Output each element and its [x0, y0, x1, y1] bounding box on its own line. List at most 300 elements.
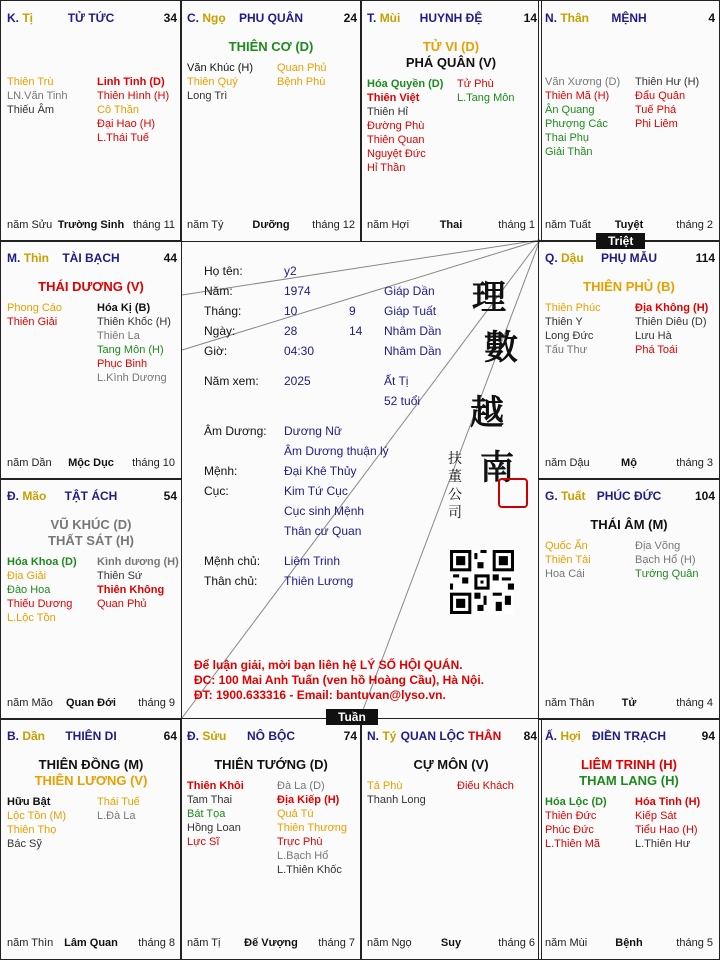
minor-star: Hỉ Thần: [367, 162, 406, 174]
palace-footer: [1, 697, 181, 711]
minor-stars-right: [277, 61, 327, 89]
minor-star: Thiên Đức: [545, 810, 597, 822]
palace-month: tháng 7: [318, 937, 355, 949]
palace-name: [539, 11, 719, 25]
palace-footer: [361, 219, 541, 233]
main-star: THÁI DƯƠNG (V): [38, 279, 144, 294]
logo-small-3: 公: [448, 487, 462, 503]
info-cuc3: [284, 524, 444, 540]
amduong-value: Dương Nữ: [284, 424, 342, 438]
palace-header: [181, 729, 361, 747]
minor-star: Long Đức: [545, 330, 594, 342]
minor-star: Nguyệt Đức: [367, 148, 426, 160]
minor-star: Bác Sỹ: [7, 838, 42, 850]
logo-char-3: 越: [470, 393, 504, 433]
main-stars: [539, 279, 719, 295]
menhchu-label: Mệnh chủ:: [204, 554, 261, 568]
month-lunar: 9: [349, 304, 356, 318]
view-year-label: Năm xem:: [204, 374, 259, 388]
minor-star: Bạch Hổ (H): [635, 554, 696, 566]
palace-month: tháng 1: [498, 219, 535, 231]
info-cuc2: [284, 504, 444, 520]
info-amduong2: [284, 444, 444, 460]
main-star: PHÁ QUÂN (V): [405, 55, 497, 70]
palace-footer: [539, 219, 719, 233]
palace-age: 24: [343, 11, 357, 25]
info-hour: [204, 344, 504, 360]
main-star: THIÊN LƯƠNG (V): [34, 773, 148, 788]
palace-footer: [181, 219, 361, 233]
minor-star: Thiên Mã (H): [545, 90, 610, 102]
main-star: THAM LANG (H): [579, 773, 679, 788]
month-value: 10: [284, 304, 298, 318]
minor-star: L.Thiên Hư: [635, 838, 691, 850]
palace-name: [361, 11, 541, 25]
day-lunar: 14: [349, 324, 363, 338]
menhchu-value: Liêm Trinh: [284, 554, 341, 568]
main-star: TỬ VI (D): [422, 39, 480, 54]
minor-star: Thiên Thương: [277, 822, 348, 834]
palace-stage: Đế Vượng: [244, 937, 298, 949]
info-day: [204, 324, 504, 340]
minor-star: Tướng Quân: [635, 568, 699, 580]
branch-prefix: Q.: [545, 251, 558, 265]
palace-year: năm Dậu: [545, 457, 590, 469]
palace-title: QUAN LỘC: [400, 729, 465, 743]
palace-month: tháng 3: [676, 457, 713, 469]
palace-ty[interactable]: [360, 718, 542, 960]
minor-star: Phượng Các: [545, 118, 608, 130]
palace-dan[interactable]: [0, 718, 182, 960]
seal-stamp: [498, 478, 528, 508]
amduong-value2: Âm Dương thuận lý: [284, 444, 389, 458]
palace-header: [539, 11, 719, 29]
name-value: y2: [284, 264, 297, 278]
palace-name: [1, 489, 181, 503]
branch-prefix: T.: [367, 11, 377, 25]
palace-year: năm Mão: [7, 697, 53, 709]
palace-month: tháng 5: [676, 937, 713, 949]
minor-star: Thiên Hình (H): [97, 90, 170, 102]
palace-name: [539, 729, 719, 743]
palace-month: tháng 6: [498, 937, 535, 949]
palace-hoi[interactable]: [538, 718, 720, 960]
palace-footer: [361, 937, 541, 951]
minor-star: Địa Kiếp (H): [277, 794, 340, 806]
minor-star: Bệnh Phù: [277, 76, 326, 88]
branch-prefix: Ấ.: [545, 729, 557, 743]
palace-month: tháng 4: [676, 697, 713, 709]
palace-stage: Quan Đới: [66, 697, 116, 709]
minor-star: Thiên Y: [545, 316, 583, 328]
minor-star: Hóa Lộc (D): [545, 796, 607, 808]
palace-year: năm Thân: [545, 697, 595, 709]
minor-star: Phi Liêm: [635, 118, 678, 130]
palace-dau[interactable]: [538, 240, 720, 480]
palace-month: tháng 10: [132, 457, 175, 469]
palace-than[interactable]: [538, 0, 720, 242]
minor-star: Thai Phụ: [545, 132, 590, 144]
minor-star: Phá Toái: [635, 344, 678, 356]
main-stars: [539, 517, 719, 533]
minor-star: Tam Thai: [187, 794, 233, 806]
cuc-value: Kim Tứ Cục: [284, 484, 348, 498]
palace-age: 14: [523, 11, 537, 25]
day-label: Ngày:: [204, 324, 236, 338]
palace-stage: Mộc Dục: [68, 457, 114, 469]
palace-title: TỬ TỨC: [67, 11, 115, 25]
palace-header: [361, 729, 541, 747]
branch-name: Tị: [22, 11, 34, 25]
minor-star: Thiên Khôi: [187, 780, 244, 792]
info-amduong: [204, 424, 444, 440]
minor-star: Hóa Kị (B): [97, 302, 151, 314]
minor-star: Linh Tinh (D): [97, 76, 165, 88]
minor-stars-right: [635, 539, 699, 581]
palace-suu[interactable]: [180, 718, 362, 960]
minor-star: Thiên Việt: [367, 92, 420, 104]
info-age: [384, 394, 464, 410]
minor-star: Hóa Tinh (H): [635, 796, 701, 808]
minor-star: Ân Quang: [545, 104, 595, 116]
minor-star: Thiên Sứ: [97, 570, 143, 582]
palace-header: [539, 729, 719, 747]
contact-line-3[interactable]: ĐT: 1900.633316 - Email: bantuvan@lyso.vn.: [194, 688, 446, 702]
minor-star: Điếu Khách: [457, 780, 514, 792]
palace-year: năm Tị: [187, 937, 221, 949]
main-star: VŨ KHÚC (D): [50, 517, 132, 532]
cuc-value2: Cục sinh Mệnh: [284, 504, 365, 518]
main-stars: [181, 39, 361, 55]
minor-star: L.Thái Tuế: [97, 132, 149, 144]
palace-title: PHÚC ĐỨC: [596, 489, 662, 503]
palace-age: 114: [695, 251, 715, 265]
minor-star: Đường Phù: [367, 120, 425, 132]
thanchu-label: Thân chủ:: [204, 574, 258, 588]
palace-title: MỆNH: [611, 11, 647, 25]
minor-star: Tấu Thư: [545, 344, 588, 356]
minor-star: Tang Môn (H): [97, 344, 164, 356]
minor-star: Cô Thần: [97, 104, 139, 116]
main-stars: [539, 757, 719, 789]
main-star: THÁI ÂM (M): [590, 517, 668, 532]
palace-year: năm Sửu: [7, 219, 53, 231]
palace-year: năm Mùi: [545, 937, 588, 949]
palace-thin[interactable]: [0, 240, 182, 480]
main-stars: [361, 39, 541, 71]
main-star: CỰ MÔN (V): [413, 757, 489, 772]
minor-star: Quan Phủ: [97, 598, 147, 610]
palace-title: ĐIỀN TRẠCH: [592, 729, 666, 743]
palace-title: PHỤ MẪU: [601, 251, 657, 265]
menh-label: Mệnh:: [204, 464, 238, 478]
minor-star: Hữu Bật: [7, 796, 51, 808]
minor-star: Thiên Không: [97, 584, 165, 596]
thanchu-value: Thiên Lương: [284, 574, 354, 588]
minor-star: Thiên Quan: [367, 134, 425, 146]
minor-stars-right: [97, 795, 140, 823]
minor-stars-left: [545, 301, 601, 357]
palace-age: 34: [163, 11, 177, 25]
palace-name: [539, 489, 719, 503]
minor-star: L.Thiên Mã: [545, 838, 601, 850]
branch-name: Ngọ: [202, 11, 226, 25]
palace-title: TÀI BẠCH: [62, 251, 120, 265]
palace-month: tháng 9: [138, 697, 175, 709]
palace-header: [539, 251, 719, 269]
palace-name: [181, 11, 361, 25]
minor-star: Thiếu Âm: [7, 104, 55, 116]
minor-stars-right: [97, 301, 171, 385]
palace-month: tháng 11: [132, 219, 175, 231]
palace-age: 104: [694, 489, 715, 503]
minor-star: Tử Phù: [457, 78, 494, 90]
minor-star: Lực Sĩ: [187, 836, 220, 848]
minor-star: Đà La (D): [277, 780, 325, 792]
contact-line-1: Để luận giải, mời bạn liên hệ LÝ SỐ HỘI QUÁN.: [194, 658, 463, 672]
minor-star: Thiên Diêu (D): [635, 316, 707, 328]
info-menh: [204, 464, 444, 480]
info-month: [204, 304, 504, 320]
triet-tag: Triệt: [596, 233, 645, 249]
palace-header: [1, 251, 181, 269]
minor-star: Thiên Thọ: [7, 824, 57, 836]
minor-star: Thiên Quý: [187, 76, 238, 88]
branch-prefix: N.: [545, 11, 557, 25]
minor-star: Lộc Tồn (M): [7, 810, 67, 822]
minor-star: Văn Khúc (H): [187, 62, 254, 74]
palace-footer: [181, 937, 361, 951]
palace-footer: [539, 457, 719, 471]
minor-star: Thiên Giải: [7, 316, 58, 328]
minor-star: Đại Hao (H): [97, 118, 156, 130]
minor-star: Lưu Hà: [635, 330, 672, 342]
main-stars: [181, 757, 361, 773]
palace-header: [1, 729, 181, 747]
branch-name: Mão: [22, 489, 47, 503]
minor-star: Trực Phù: [277, 836, 323, 848]
minor-stars-right: [635, 75, 699, 131]
minor-star: Đẩu Quân: [635, 90, 686, 102]
branch-prefix: Đ.: [7, 489, 19, 503]
amduong-label: Âm Dương:: [204, 424, 267, 438]
logo-small-4: 司: [448, 505, 462, 521]
minor-stars-right: [277, 779, 347, 877]
minor-star: LN.Văn Tinh: [7, 90, 68, 102]
palace-ti[interactable]: [0, 0, 182, 242]
branch-name: Tý: [382, 729, 397, 743]
branch-name: Thìn: [23, 251, 50, 265]
cuc-value3: Thân cư Quan: [284, 524, 362, 538]
minor-star: Tả Phù: [367, 780, 403, 792]
palace-mao[interactable]: [0, 478, 182, 720]
palace-year: năm Thìn: [7, 937, 54, 949]
palace-year: năm Tý: [187, 219, 224, 231]
branch-prefix: K.: [7, 11, 19, 25]
minor-star: Thiên Hư (H): [635, 76, 700, 88]
palace-footer: [1, 937, 181, 951]
minor-star: Hóa Khoa (D): [7, 556, 77, 568]
view-year-canchi: Ất Tị: [384, 374, 409, 388]
palace-header: [181, 11, 361, 29]
year-label: Năm:: [204, 284, 233, 298]
palace-name: [539, 251, 719, 265]
minor-star: Quả Tú: [277, 808, 314, 820]
palace-tuat[interactable]: [538, 478, 720, 720]
minor-star: Quan Phủ: [277, 62, 327, 74]
view-year-value: 2025: [284, 374, 311, 388]
minor-star: Giải Thần: [545, 146, 593, 158]
minor-stars-right: [97, 75, 169, 145]
palace-year: năm Ngọ: [367, 937, 412, 949]
branch-name: Dần: [22, 729, 46, 743]
palace-title: PHU QUÂN: [238, 11, 303, 25]
minor-star: Địa Không (H): [635, 302, 709, 314]
main-star: THIÊN CƠ (D): [228, 39, 314, 54]
minor-star: Bát Tọa: [187, 808, 226, 820]
contact-info: [194, 658, 484, 703]
minor-star: Long Trì: [187, 90, 228, 102]
info-thanchu: [204, 574, 444, 590]
minor-star: Thiếu Dương: [7, 598, 73, 610]
palace-age: 84: [523, 729, 537, 743]
branch-prefix: G.: [545, 489, 558, 503]
main-stars: [1, 279, 181, 295]
palace-stage: Mộ: [621, 457, 637, 469]
palace-year: năm Hợi: [367, 219, 410, 231]
minor-star: Thiên Trù: [7, 76, 54, 88]
palace-month: tháng 12: [312, 219, 355, 231]
day-canchi: Nhâm Dần: [384, 324, 442, 338]
minor-star: Tiểu Hao (H): [635, 824, 698, 836]
palace-year: năm Dần: [7, 457, 52, 469]
minor-star: Kiếp Sát: [635, 810, 677, 822]
hour-value: 04:30: [284, 344, 315, 358]
palace-footer: [539, 697, 719, 711]
palace-header: [1, 11, 181, 29]
palace-age: 54: [163, 489, 177, 503]
logo-char-1: 理: [472, 278, 506, 318]
palace-name: [1, 251, 181, 265]
hour-label: Giờ:: [204, 344, 228, 358]
palace-header: [361, 11, 541, 29]
minor-stars-left: [7, 301, 62, 329]
minor-stars-left: [7, 555, 77, 625]
minor-stars-right: [635, 795, 700, 851]
palace-age: 44: [163, 251, 177, 265]
palace-title: TẬT ÁCH: [64, 489, 118, 503]
palace-age: 4: [708, 11, 715, 25]
main-star: THẤT SÁT (H): [48, 533, 134, 548]
palace-name: [181, 729, 361, 743]
than-marker: THÂN: [468, 729, 502, 743]
minor-star: Hóa Quyền (D): [367, 78, 444, 90]
info-view-year: [204, 374, 504, 390]
palace-footer: [1, 457, 181, 471]
year-value: 1974: [284, 284, 311, 298]
minor-star: L.Kình Dương: [97, 372, 167, 384]
branch-name: Dậu: [561, 251, 584, 265]
branch-name: Tuất: [561, 489, 586, 503]
palace-stage: Thai: [439, 219, 463, 231]
minor-stars-right: [457, 779, 514, 793]
branch-name: Sửu: [202, 729, 227, 743]
minor-star: Thiên Tài: [545, 554, 591, 566]
name-label: Họ tên:: [204, 264, 243, 278]
minor-star: Địa Võng: [635, 540, 681, 552]
minor-star: Địa Giải: [7, 570, 47, 582]
palace-name: [1, 729, 181, 743]
minor-star: L.Đà La: [97, 810, 136, 822]
branch-name: Hợi: [560, 729, 581, 743]
minor-stars-right: [457, 77, 514, 105]
minor-star: L.Tang Môn: [457, 92, 515, 104]
main-stars: [1, 517, 181, 549]
minor-star: Thiên La: [97, 330, 140, 342]
minor-stars-left: [7, 795, 66, 851]
minor-stars-left: [7, 75, 68, 117]
minor-stars-right: [97, 555, 179, 611]
minor-star: Thái Tuế: [97, 796, 140, 808]
info-menhchu: [204, 554, 444, 570]
info-name: [204, 264, 404, 280]
month-label: Tháng:: [204, 304, 242, 318]
palace-mui[interactable]: [360, 0, 542, 242]
branch-prefix: Đ.: [187, 729, 199, 743]
center-panel: [180, 240, 540, 718]
minor-stars-left: [187, 61, 253, 103]
palace-ngo[interactable]: [180, 0, 362, 242]
minor-star: Phong Cáo: [7, 302, 63, 314]
palace-age: 94: [701, 729, 715, 743]
branch-name: Mùi: [379, 11, 401, 25]
minor-star: Kình dương (H): [97, 556, 179, 568]
palace-footer: [1, 219, 181, 233]
branch-prefix: M.: [7, 251, 21, 265]
minor-star: Thiên Khốc (H): [97, 316, 171, 328]
palace-stage: Tuyệt: [614, 219, 644, 231]
branch-name: Thân: [560, 11, 590, 25]
logo-small-chars: [448, 450, 462, 522]
palace-name: [1, 11, 181, 25]
minor-stars-left: [367, 77, 443, 175]
cuc-label: Cục:: [204, 484, 229, 498]
minor-stars-left: [367, 779, 426, 807]
minor-star: Thiên Phúc: [545, 302, 601, 314]
minor-star: L.Lộc Tồn: [7, 612, 56, 624]
main-star: THIÊN ĐỒNG (M): [38, 757, 144, 772]
minor-star: Đào Hoa: [7, 584, 51, 596]
palace-stage: Lâm Quan: [64, 937, 118, 949]
hour-canchi: Nhâm Dần: [384, 344, 442, 358]
palace-year: năm Tuất: [545, 219, 591, 231]
year-canchi: Giáp Dần: [384, 284, 435, 298]
minor-star: Phúc Đức: [545, 824, 594, 836]
minor-star: Hồng Loan: [187, 822, 241, 834]
palace-title: HUYNH ĐỆ: [419, 11, 483, 25]
day-value: 28: [284, 324, 298, 338]
contact-line-2: ĐC: 100 Mai Anh Tuấn (ven hồ Hoàng Cầu), Hà Nội.: [194, 673, 485, 687]
tuan-tag: Tuần: [326, 709, 378, 725]
minor-stars-left: [187, 779, 244, 849]
minor-star: L.Bạch Hổ: [277, 850, 329, 862]
palace-title: THIÊN DI: [65, 729, 117, 743]
qr-code[interactable]: [450, 550, 514, 614]
palace-stage: Tử: [621, 697, 637, 709]
main-stars: [361, 757, 541, 773]
logo-char-2: 數: [484, 328, 518, 368]
branch-prefix: N.: [367, 729, 379, 743]
